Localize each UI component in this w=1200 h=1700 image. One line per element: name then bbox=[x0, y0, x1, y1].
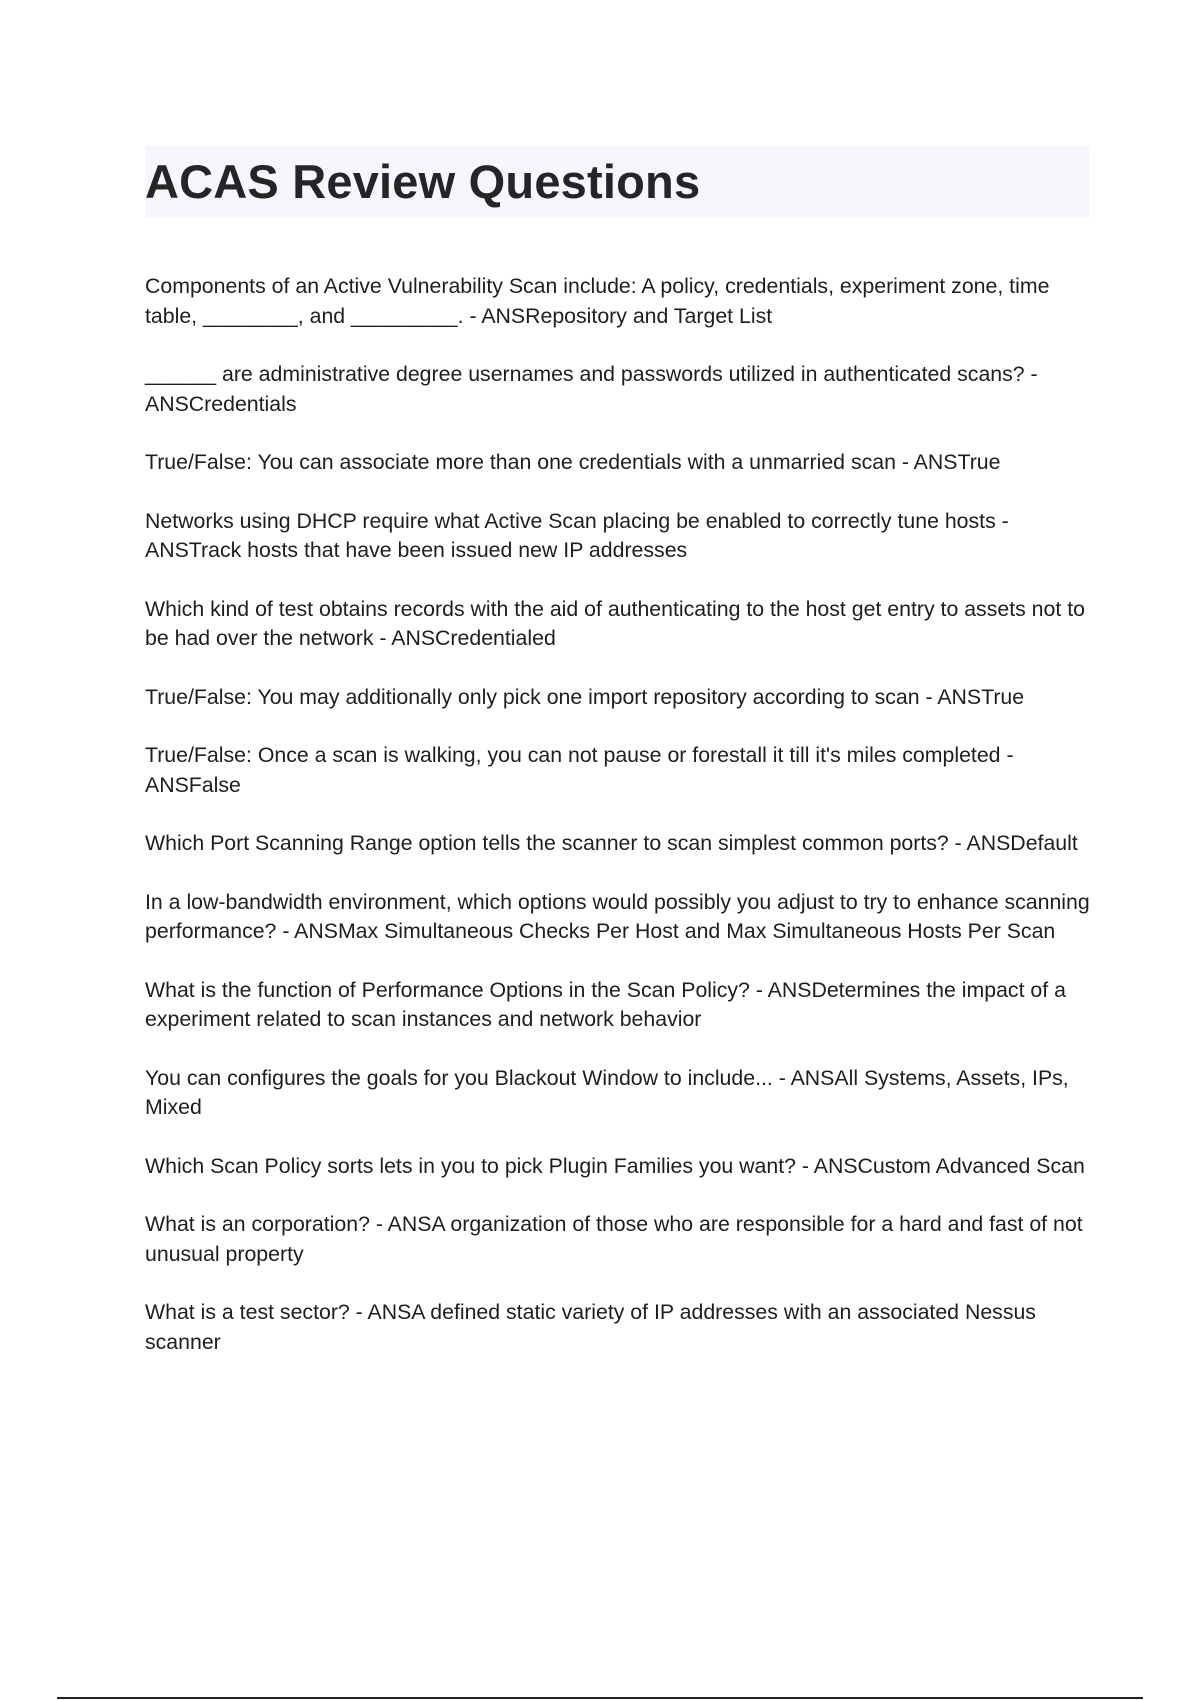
qa-item: What is an corporation? - ANSA organization of those who are responsible for a hard and fast of not unusual property bbox=[145, 1212, 1083, 1266]
qa-list bbox=[145, 272, 1095, 1386]
qa-item: You can configures the goals for you Blackout Window to include... - ANSAll Systems, Assets, IPs, Mixed bbox=[145, 1065, 1069, 1119]
qa-item: What is a test sector? - ANSA defined static variety of IP addresses with an associated Nessus scanner bbox=[145, 1300, 1036, 1354]
qa-item: ______ are administrative degree usernames and passwords utilized in authenticated scans? - ANSCredentials bbox=[145, 362, 1038, 416]
qa-item: True/False: You can associate more than one credentials with a unmarried scan - ANSTrue bbox=[145, 450, 1001, 474]
qa-item: Components of an Active Vulnerability Scan include: A policy, credentials, experiment zone, time table, ________, and _________. - ANSRepository and Target List bbox=[145, 274, 1050, 328]
qa-item: Which Port Scanning Range option tells the scanner to scan simplest common ports? - ANSDefault bbox=[145, 831, 1078, 855]
qa-item: In a low-bandwidth environment, which options would possibly you adjust to try to enhance scanning performance? - ANSMax Simultaneous Checks Per Host and Max Simultaneous Hosts Per Scan bbox=[145, 889, 1090, 943]
page-title: ACAS Review Questions bbox=[145, 155, 701, 208]
qa-item: Which Scan Policy sorts lets in you to pick Plugin Families you want? - ANSCustom Advanced Scan bbox=[145, 1153, 1085, 1178]
title-banner bbox=[145, 146, 1089, 218]
qa-item: What is the function of Performance Options in the Scan Policy? - ANSDetermines the impact of a experiment related to scan instances and network behavior bbox=[145, 977, 1066, 1031]
qa-item: Networks using DHCP require what Active Scan placing be enabled to correctly tune hosts - ANSTrack hosts that have been issued new IP addresses bbox=[145, 508, 1009, 562]
qa-item: True/False: You may additionally only pick one import repository according to scan - ANSTrue bbox=[145, 684, 1025, 709]
qa-item: Which kind of test obtains records with the aid of authenticating to the host get entry to assets not to be had over the network - ANSCredentialed bbox=[145, 596, 1085, 650]
footer-divider bbox=[57, 1697, 1143, 1699]
qa-item: True/False: Once a scan is walking, you can not pause or forestall it till it's miles completed - ANSFalse bbox=[145, 743, 1014, 797]
